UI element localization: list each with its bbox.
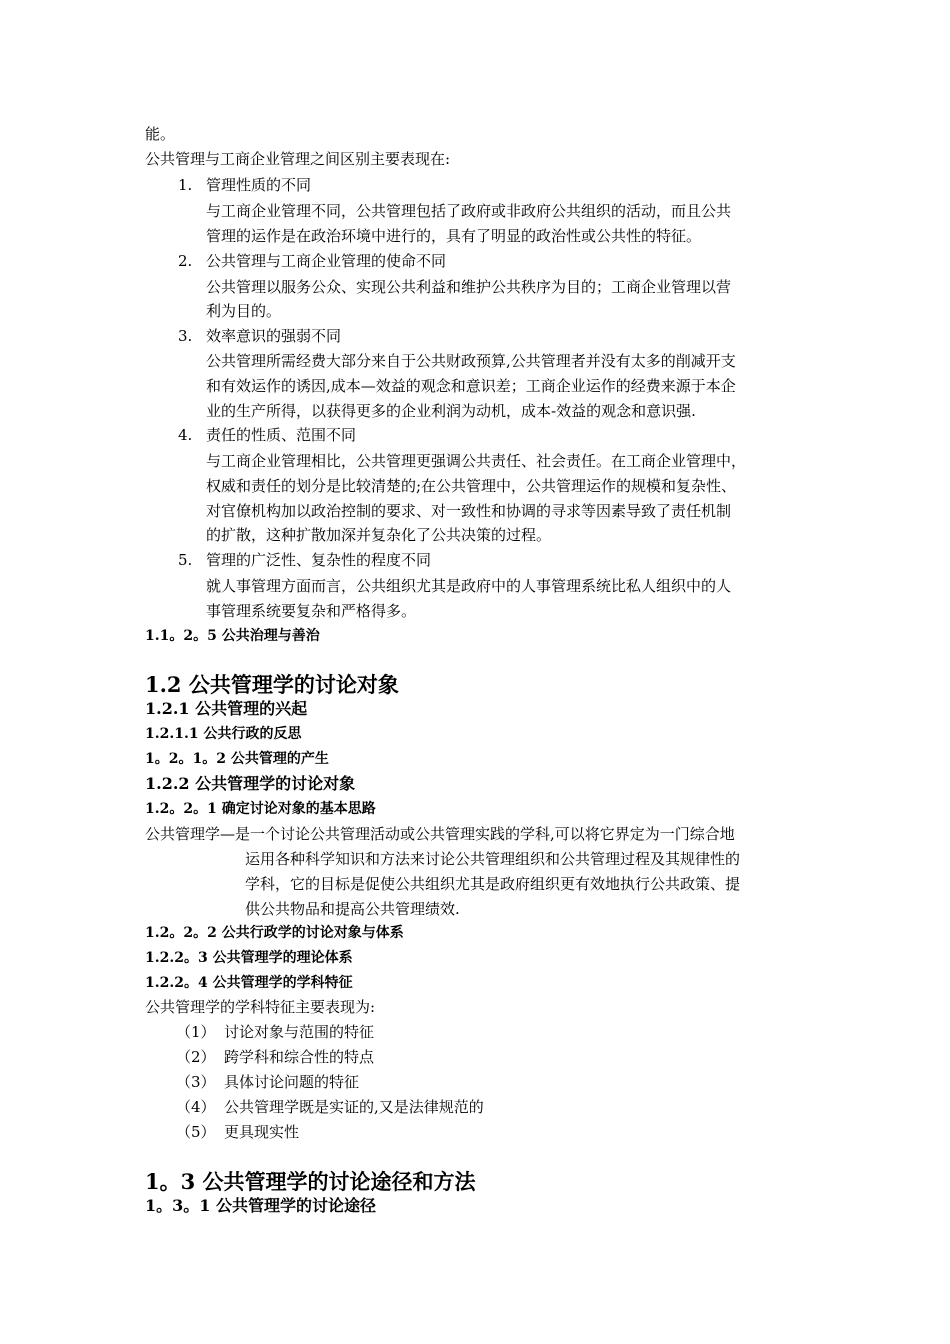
paragraph-tail: 能。 [145, 125, 176, 143]
heading-1-2-2-3: 1.2.2。3 公共管理学的理论体系 [145, 950, 353, 966]
heading-1-3: 1。3 公共管理学的讨论途径和方法 [145, 1169, 476, 1194]
feature-item: （2） 跨学科和综合性的特点 [176, 1048, 375, 1066]
feature-item: （3） 具体讨论问题的特征 [176, 1073, 360, 1091]
definition-text: 公共管理学—是一个讨论公共管理活动或公共管理实践的学科,可以将它界定为一门综合地 [145, 825, 735, 843]
heading-1-2-1-1: 1.2.1.1 公共行政的反思 [145, 726, 302, 742]
heading-1-2-2-4: 1.2.2。4 公共管理学的学科特征 [145, 975, 353, 991]
heading-1-2-1-2: 1。2。1。2 公共管理的产生 [145, 751, 329, 767]
difference-item-5-text: 事管理系统要复杂和严格得多。 [206, 602, 417, 620]
feature-item: （5） 更具现实性 [176, 1123, 300, 1141]
difference-item-3-text: 业的生产所得，以获得更多的企业利润为动机，成本-效益的观念和意识强. [206, 402, 696, 420]
heading-1-2-2-1: 1.2。2。1 确定讨论对象的基本思路 [145, 801, 376, 817]
heading-1-2-2-2: 1.2。2。2 公共行政学的讨论对象与体系 [145, 925, 404, 941]
heading-1-2-2: 1.2.2 公共管理学的讨论对象 [145, 774, 356, 793]
heading-1-2-1: 1.2.1 公共管理的兴起 [145, 699, 308, 718]
difference-item-4-text: 与工商企业管理相比，公共管理更强调公共责任、社会责任。在工商企业管理中， [206, 452, 747, 470]
difference-item-5-text: 就人事管理方面而言，公共组织尤其是政府中的人事管理系统比私人组织中的人 [206, 577, 732, 595]
difference-item-2-text: 公共管理以服务公众、实现公共利益和维护公共秩序为目的；工商企业管理以营 [206, 278, 732, 296]
heading-1-1-2-5: 1.1。2。5 公共治理与善治 [145, 628, 320, 644]
difference-item-4-text: 的扩散，这种扩散加深并复杂化了公共决策的过程。 [206, 526, 552, 544]
difference-item-4-text: 权威和责任的划分是比较清楚的;在公共管理中，公共管理运作的规模和复杂性、 [206, 477, 737, 495]
difference-item-4-title: 4. 责任的性质、范围不同 [178, 426, 357, 444]
definition-text: 学科，它的目标是促使公共组织尤其是政府组织更有效地执行公共政策、提 [245, 875, 741, 893]
difference-item-1-text: 管理的运作是在政治环境中进行的，具有了明显的政治性或公共性的特征。 [206, 227, 702, 245]
heading-1-3-1: 1。3。1 公共管理学的讨论途径 [145, 1196, 376, 1215]
definition-text: 运用各种科学知识和方法来讨论公共管理组织和公共管理过程及其规律性的 [245, 850, 741, 868]
difference-item-2-title: 2. 公共管理与工商企业管理的使命不同 [178, 252, 447, 270]
difference-item-5-title: 5. 管理的广泛性、复杂性的程度不同 [178, 551, 432, 569]
definition-text: 供公共物品和提高公共管理绩效. [245, 900, 460, 918]
differences-lead: 公共管理与工商企业管理之间区别主要表现在: [145, 150, 451, 168]
difference-item-2-text: 利为目的。 [206, 302, 282, 320]
difference-item-3-title: 3. 效率意识的强弱不同 [178, 327, 342, 345]
difference-item-4-text: 对官僚机构加以政治控制的要求、对一致性和协调的寻求等因素导致了责任机制 [206, 502, 732, 520]
difference-item-1-text: 与工商企业管理不同，公共管理包括了政府或非政府公共组织的活动，而且公共 [206, 202, 732, 220]
difference-item-1-title: 1. 管理性质的不同 [178, 176, 312, 194]
feature-item: （4） 公共管理学既是实证的,又是法律规范的 [176, 1098, 484, 1116]
feature-item: （1） 讨论对象与范围的特征 [176, 1023, 375, 1041]
difference-item-3-text: 和有效运作的诱因,成本—效益的观念和意识差；工商企业运作的经费来源于本企 [206, 377, 736, 395]
heading-1-2: 1.2 公共管理学的讨论对象 [145, 672, 399, 697]
difference-item-3-text: 公共管理所需经费大部分来自于公共财政预算,公共管理者并没有太多的削减开支 [206, 352, 736, 370]
features-lead: 公共管理学的学科特征主要表现为: [145, 998, 376, 1016]
